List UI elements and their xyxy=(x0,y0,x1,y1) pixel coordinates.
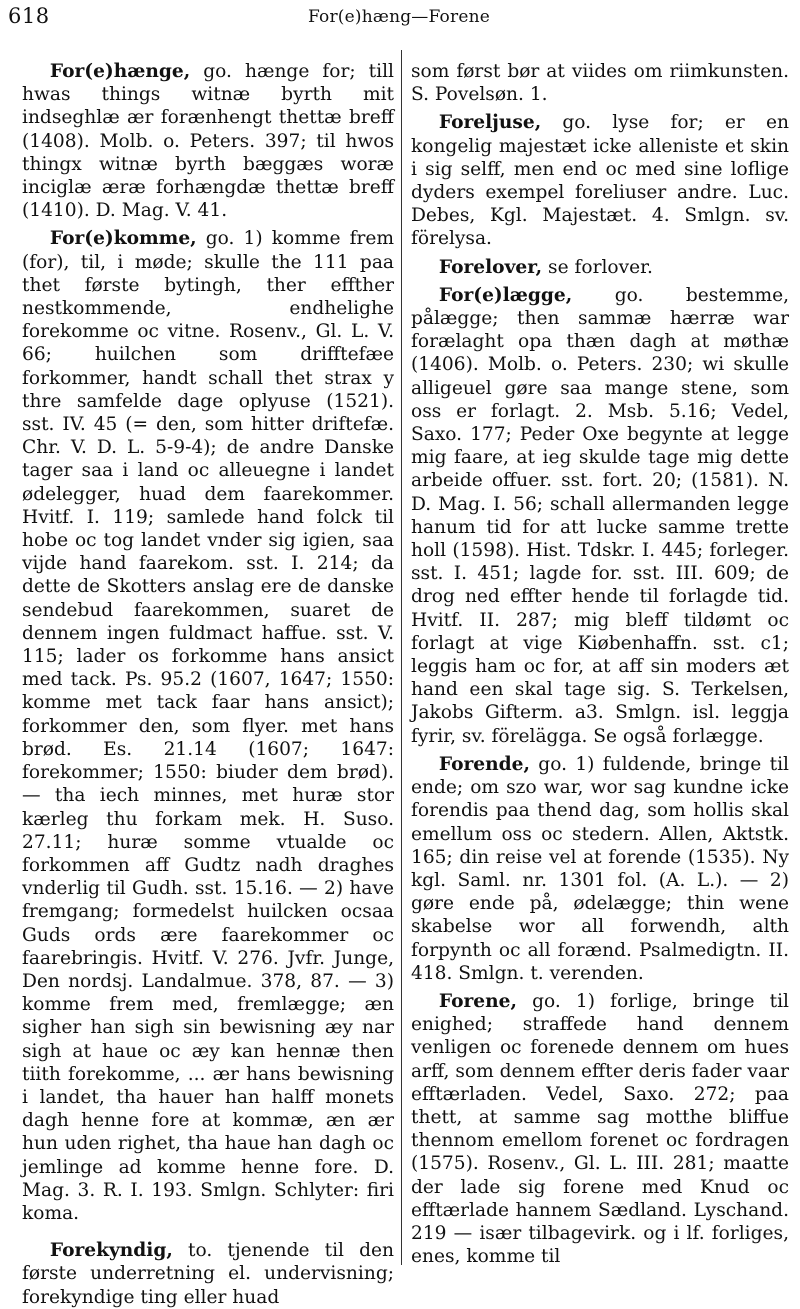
running-head: For(e)hæng—Forene xyxy=(307,7,490,27)
dictionary-entry xyxy=(411,256,789,279)
entry-headword: Forekyndig, xyxy=(49,1240,173,1262)
dictionary-entry-continuation xyxy=(411,60,789,106)
entry-text: se forlover. xyxy=(542,256,653,278)
entry-text: go. 1) forlige, bringe til enighed; straffede hand dennem venligen oc forenede dennem om hues arff, som dennem effter deris fader vaar efftærladen. Vedel, Saxo. 272; paa thett, at samme sag motthe bliffue thennom emellom forenet oc fordragen (1575). Rosenv., Gl. L. III. 281; maatte der lade sig forene med Knud oc efftærlade hannem Sædland. Lyschand. 219 — især tilbagevirk. og i lf. forliges, enes, komme til xyxy=(411,990,789,1268)
entry-headword: Foreljuse, xyxy=(438,112,542,134)
entry-text: go. bestemme, pålægge; then sammæ hærræ war forælaght opa thæn dagh at møthæ (1406). Molb. o. Peters. 230; wi skulle alligeuel gøre saa mange stene, som oss er forlagt. 2. Msb. 5.16; Vedel, Saxo. 177; Peder Oxe begynte at legge mig faare, at ieg skulde tage mig dette arbeide offuer. sst. fort. 20; (1581). N. D. Mag. I. 56; schall allermanden legge hanum tid for att lucke samme trette holl (1598). Hist. Tdskr. I. 445; forleger. sst. I. 451; lagde for. sst. III. 609; de drog ned effter hende til forlagde tid. Hvitf. II. 287; mig bleff tildømt oc forlagt at vige Kiøbenhaffn. sst. c1; leggis ham oc for, at aff sin moders æt hand een skal tage sig. S. Terkelsen, Jakobs Gifterm. a3. Smlgn. isl. leggja fyrir, sv. förelägga. Se også forlægge. xyxy=(411,284,789,747)
dictionary-entry xyxy=(22,1239,394,1309)
dictionary-entry xyxy=(411,284,789,748)
dictionary-entry xyxy=(411,111,789,250)
entry-text: go. lyse for; er en kongelig majestæt icke alleniste et skin i sig selff, men end oc med sine loflige dyders exempel foreliuser andre. Luc. Debes, Kgl. Majestæt. 4. Smlgn. sv. förelysa. xyxy=(411,112,789,250)
page-number: 618 xyxy=(8,4,50,28)
right-column xyxy=(411,60,789,1268)
entry-text: go. 1) fuldende, bringe til ende; om szo war, wor sag kundne icke forendis paa thend dag, som hollis skal emellum oss oc stedern. Allen, Aktstk. 165; din reise vel at forende (1535). Ny kgl. Saml. nr. 1301 fol. (A. L.). — 2) gøre ende på, ødelægge; thin wene skabelse wor all forwendh, alth forpynth oc all forænd. Psalmedigtn. II. 418. Smlgn. t. verenden. xyxy=(411,753,789,984)
dictionary-entry xyxy=(411,990,789,1268)
entry-headword: For(e)hænge, xyxy=(49,61,191,82)
page-header xyxy=(8,4,790,34)
entry-text: go. hænge for; till hwas things witnæ byrth mit indseghlæ ær forænhengt thettæ breff (1408). Molb. o. Peters. 397; til hwos thingx witnæ byrth bæggæs woræ inciglæ æræ forhængdæ thettæ breff (1410). D. Mag. V. 41. xyxy=(22,61,394,222)
entry-headword: Forene, xyxy=(438,990,517,1012)
entry-text: to. tjenende til den første underretning el. undervisning; forekyndige ting eller huad xyxy=(22,1240,394,1308)
dictionary-entry xyxy=(22,227,394,1225)
dictionary-entry xyxy=(411,753,789,985)
entry-text: som først bør at viides om riimkunsten. S. Povelsøn. 1. xyxy=(411,61,789,106)
entry-headword: Forende, xyxy=(438,753,530,775)
entry-headword: For(e)lægge, xyxy=(438,284,573,306)
entry-headword: For(e)komme, xyxy=(49,228,197,250)
column-divider xyxy=(401,50,402,1265)
dictionary-entry xyxy=(22,60,394,222)
entry-text: go. 1) komme frem (for), til, i møde; skulle the 111 paa thet første bytingh, ther effther nestkommende, endhelighe forekomme oc vitne. Rosenv., Gl. L. V. 66; huilchen som drifftefæe forkommer, handt schall thet strax y thre samfelde dage oplyuse (1521). sst. IV. 45 (= den, som hitter driftefæ. Chr. V. D. L. 5-9-4); de andre Danske tager saa i land oc alleuegne i landet ødelegger, huad dem faarekommer. Hvitf. I. 119; samlede hand folck til hobe oc tog landet vnder sig igien, saa vijde hand faarekom. sst. I. 214; da dette de Skotters anslag ere de danske sendebud faarekommen, suaret de dennem ingen fuldmact haffue. sst. V. 115; lader os forkomme hans ansict med tack. Ps. 95.2 (1607, 1647; 1550: komme met tack faar hans ansict); forkommer den, som flyer. met hans brød. Es. 21.14 (1607; 1647: forekommer; 1550: biuder dem brød). — tha iech minnes, met huræ stor kærleg thu forkam mek. H. Suso. 27.11; huræ somme vtualde oc forkommen aff Gudtz nadh draghes vnderlig til Gudh. sst. 15.16. — 2) have fremgang; formedelst huilcken ocsaa Guds ords ære faarekommer oc faarebringis. Hvitf. V. 276. Jvfr. Junge, Den nordsj. Landalmue. 378, 87. — 3) komme frem med, fremlægge; æn sigher han sigh sin bewisning æy nar sigh at haue oc æy kan hennæ then tiith forekomme, ... ær hans bewisning i landet, tha hauer han halff monets dagh henne fore at kommæ, æn ær hun uden righet, tha haue han dagh oc jemlinge ad komme henne fore. D. Mag. 3. R. I. 193. Smlgn. Schlyter: firi koma. xyxy=(22,228,394,1224)
left-column xyxy=(22,60,394,1308)
entry-headword: Forelover, xyxy=(438,256,543,278)
